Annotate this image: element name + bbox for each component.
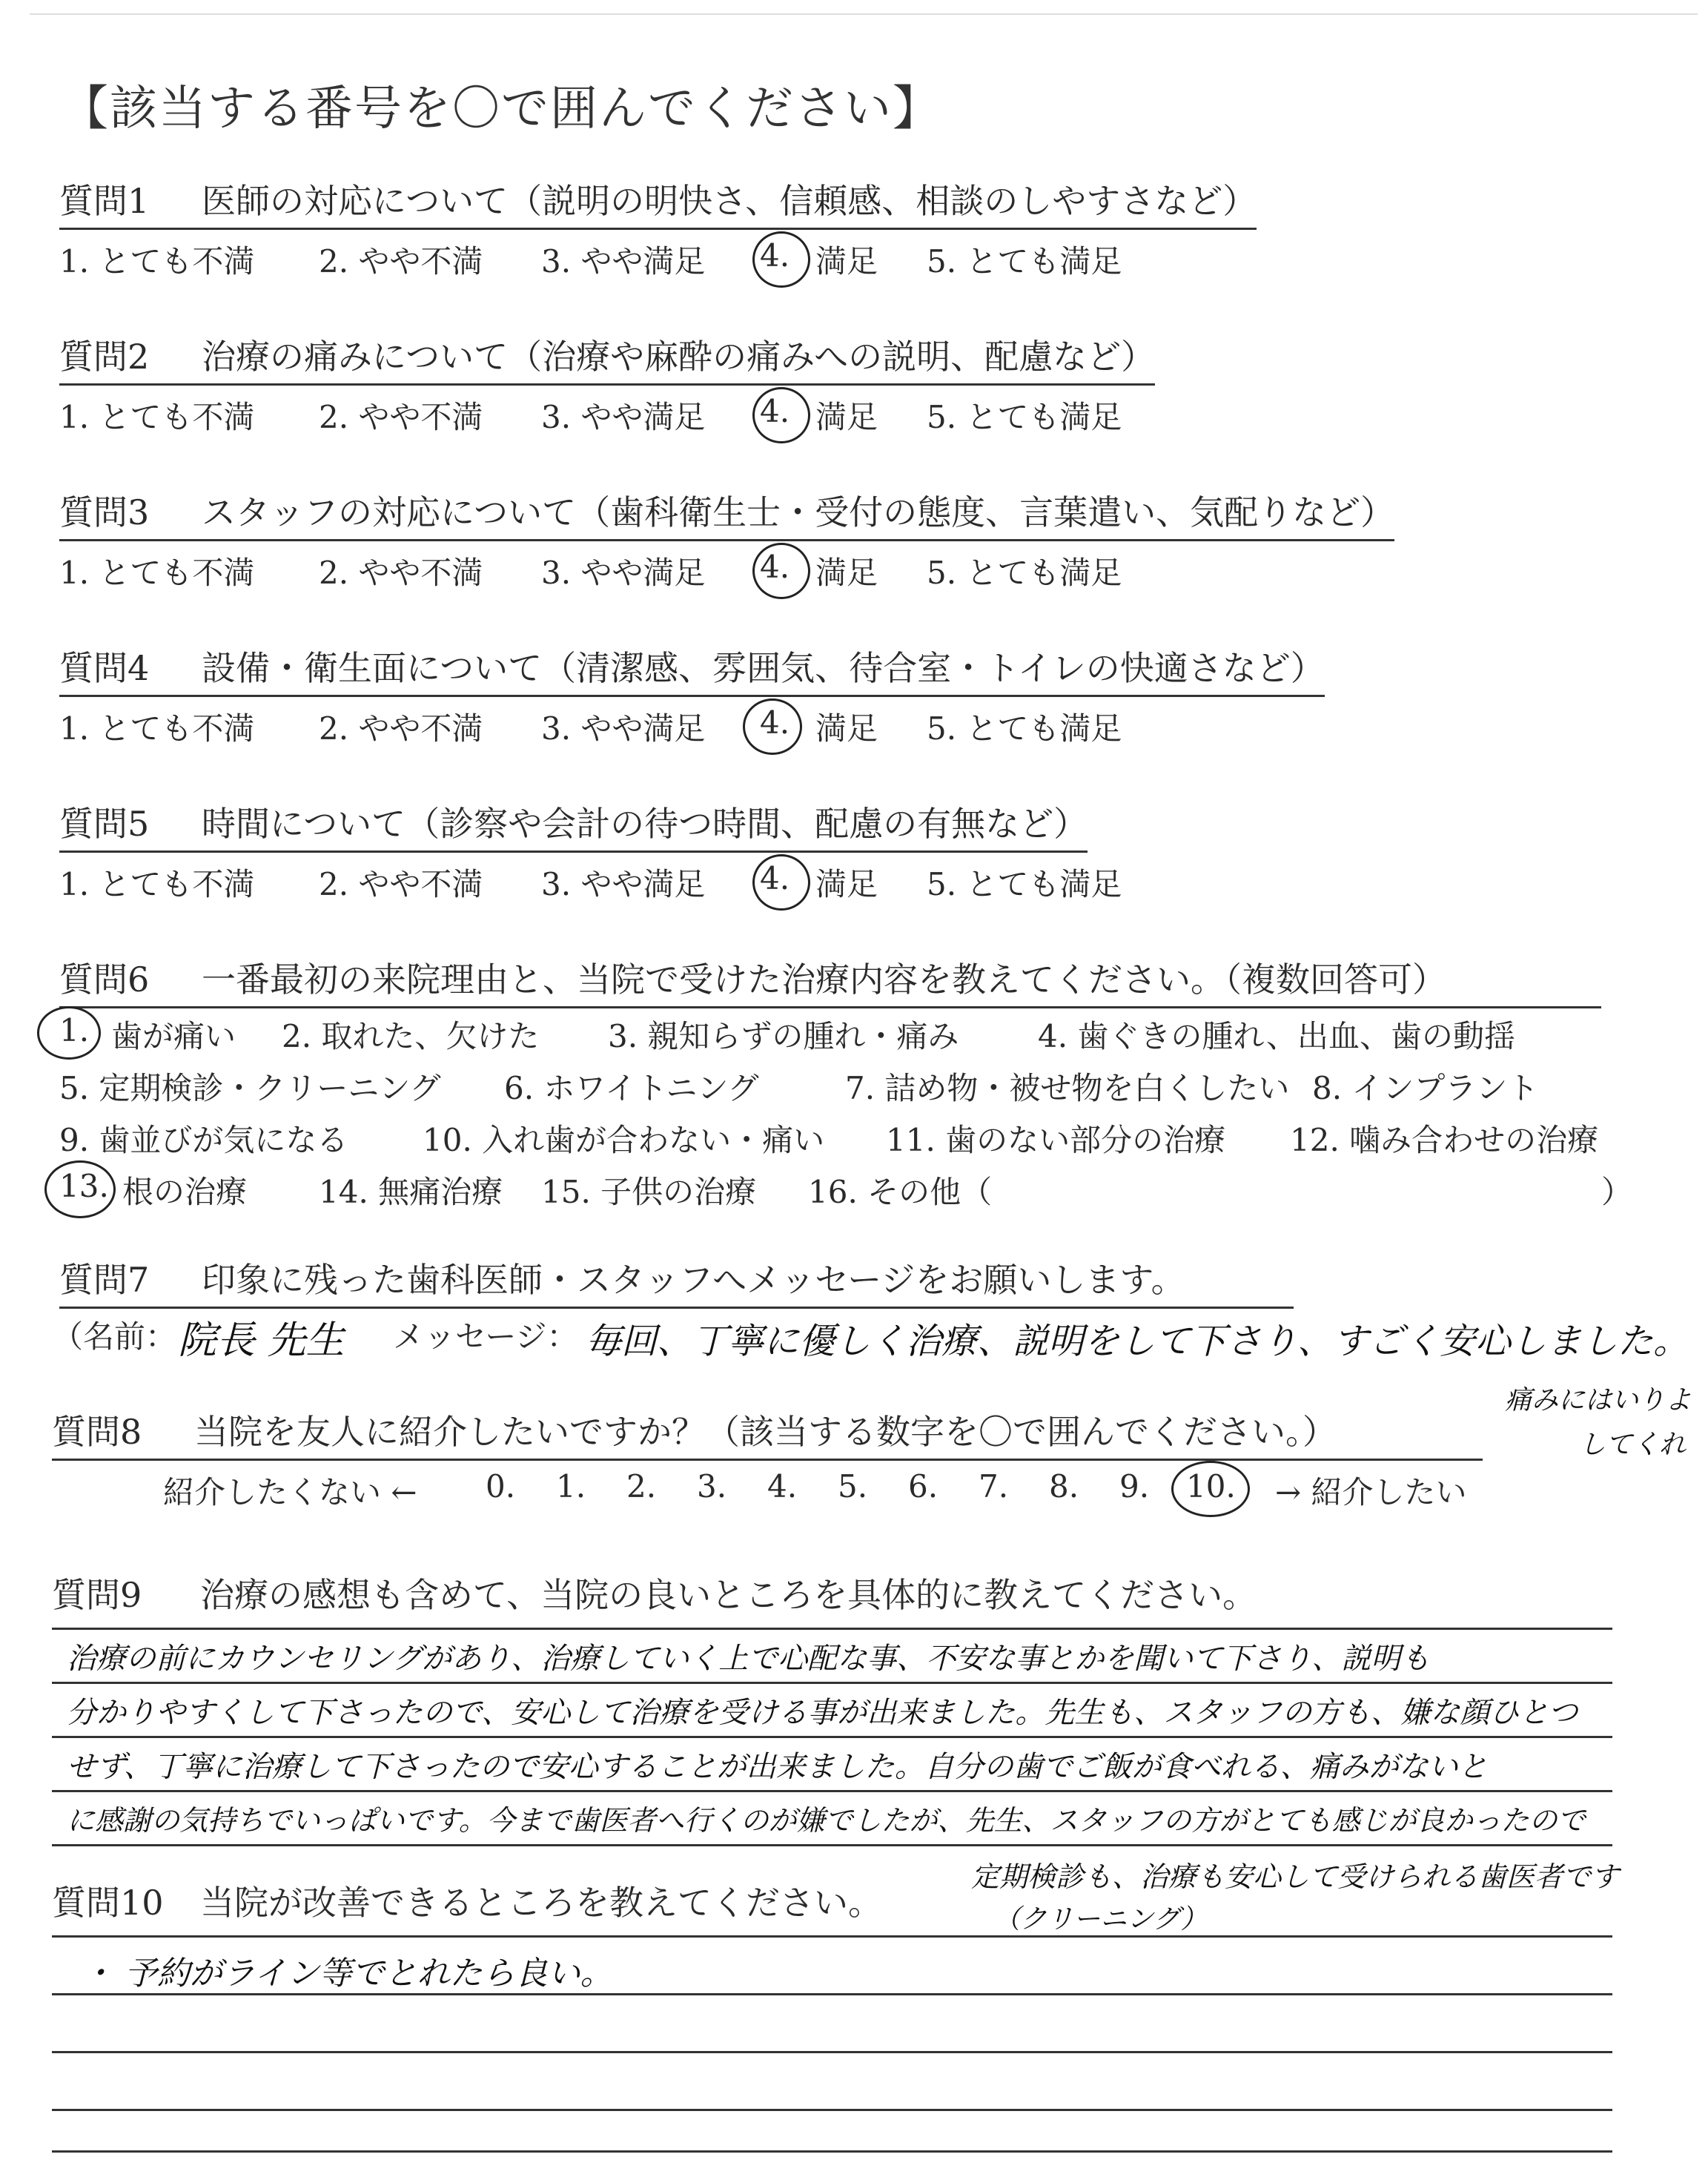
q10-answer[interactable]: ・ 予約がライン等でとれたら良い。 [82,1955,613,1992]
option-2[interactable]: 2. やや不満 [319,866,483,902]
option-8[interactable]: 8. インプラント [1312,1070,1539,1106]
question-9 [52,1568,1257,1617]
option-4[interactable]: 4. [760,704,790,741]
option-4[interactable]: 4. [760,860,790,896]
option-3[interactable]: 3. 親知らずの腫れ・痛み [608,1018,959,1054]
option-6[interactable]: 6. ホワイトニング [504,1070,759,1106]
question-number: 質問5 [59,804,150,844]
q7-message-label: メッセージ： [393,1318,578,1355]
question-4 [59,641,1325,747]
option-3[interactable]: 3. やや満足 [541,710,706,747]
question-1 [59,174,1257,280]
option-1[interactable]: 1. とても不満 [59,555,255,591]
question-3 [59,486,1395,591]
question-number: 質問6 [59,960,150,1000]
question-number: 質問7 [59,1260,150,1300]
option-1[interactable]: 1. とても不満 [59,399,255,435]
option-1[interactable]: 1. とても不満 [59,243,255,280]
question-number: 質問1 [59,181,150,221]
scale-7[interactable]: 7. [979,1468,1009,1505]
option-3[interactable]: 3. やや満足 [541,866,706,902]
q9-answer-line-3[interactable]: せず、丁寧に治療して下さったので安心することが出来ました。自分の歯でご飯が食べれる、痛みがないと [67,1750,1488,1784]
question-2 [59,330,1156,435]
answer-line [52,2109,1612,2111]
option-1[interactable]: 1. [59,1012,90,1048]
option-5[interactable]: 5. とても満足 [927,399,1122,435]
selected-circle [752,854,810,911]
option-2[interactable]: 2. やや不満 [319,555,483,591]
question-text: 時間について（診察や会計の待つ時間、配慮の有無など） [202,804,1088,844]
option-11[interactable]: 11. 歯のない部分の治療 [886,1122,1226,1158]
scale-5[interactable]: 5. [838,1468,868,1505]
q7-message-value[interactable]: 毎回、丁寧に優しく治療、説明をして下さり、すごく安心しました。 [586,1321,1689,1362]
option-4[interactable]: 4. [760,237,790,274]
selected-circle [743,698,802,755]
q7-name-value[interactable]: 院長 先生 [178,1318,345,1363]
q7-message-extra-2: してくれ [1579,1430,1687,1460]
question-number: 質問10 [52,1883,164,1923]
answer-line [52,1736,1612,1738]
option-12[interactable]: 12. 噛み合わせの治療 [1290,1122,1599,1158]
question-8 [52,1405,1483,1461]
question-number: 質問8 [52,1412,142,1452]
selected-circle [752,543,810,599]
option-1[interactable]: 1. とても不満 [59,866,255,902]
option-4-label: 満足 [815,243,878,280]
answer-line [52,1790,1612,1792]
top-border [30,13,1698,15]
selected-circle [44,1160,116,1218]
option-14[interactable]: 14. 無痛治療 [319,1174,503,1210]
question-6 [59,953,1601,1008]
q9-answer-extra-2: （クリーニング） [993,1904,1208,1935]
question-text: スタッフの対応について（歯科衛生士・受付の態度、言葉遣い、気配りなど） [202,492,1395,532]
scale-3[interactable]: 3. [697,1468,727,1505]
scale-2[interactable]: 2. [626,1468,657,1505]
answer-line [52,1628,1612,1630]
option-2[interactable]: 2. やや不満 [319,243,483,280]
question-text: 一番最初の来院理由と、当院で受けた治療内容を教えてください。（複数回答可） [202,960,1446,1000]
option-3[interactable]: 3. やや満足 [541,399,706,435]
question-5 [59,797,1122,902]
selected-circle [752,231,810,288]
answer-line [52,1935,1612,1938]
option-4-label: 満足 [815,710,878,747]
option-2[interactable]: 2. やや不満 [319,399,483,435]
q9-answer-line-4[interactable]: に感謝の気持ちでいっぱいです。今まで歯医者へ行くのが嫌でしたが、先生、スタッフの方がとても感じが良かったので [67,1804,1586,1837]
option-5[interactable]: 5. とても満足 [927,710,1122,747]
option-2[interactable]: 2. やや不満 [319,710,483,747]
q7-name-label: （名前： [52,1318,177,1355]
answer-line [52,1682,1612,1684]
option-1[interactable]: 1. とても不満 [59,710,255,747]
question-10 [52,1876,882,1925]
scale-6[interactable]: 6. [908,1468,939,1505]
q7-message-extra-1: 痛みにはいりよ [1505,1385,1692,1416]
option-9[interactable]: 9. 歯並びが気になる [59,1122,348,1158]
option-4[interactable]: 4. [760,549,790,585]
option-5[interactable]: 5. とても満足 [927,866,1122,902]
question-number: 質問4 [59,648,150,688]
scale-4[interactable]: 4. [767,1468,798,1505]
option-4[interactable]: 4. 歯ぐきの腫れ、出血、歯の動揺 [1038,1018,1515,1054]
scale-9[interactable]: 9. [1119,1468,1150,1505]
option-16-close: ） [1601,1174,1633,1210]
option-16[interactable]: 16. その他（ [808,1174,993,1210]
selected-circle [752,387,810,443]
question-text: 当院を友人に紹介したいですか？（該当する数字を〇で囲んでください。） [194,1412,1337,1452]
question-text: 設備・衛生面について（清潔感、雰囲気、待合室・トイレの快適さなど） [202,648,1325,688]
question-number: 質問3 [59,492,150,532]
option-5[interactable]: 5. 定期検診・クリーニング [59,1070,441,1106]
q9-answer-line-1[interactable]: 治療の前にカウンセリングがあり、治療していく上で心配な事、不安な事とかを聞いて下さり、説明も [67,1642,1431,1676]
answer-line [52,2150,1612,2153]
question-text: 当院が改善できるところを教えてください。 [200,1883,882,1923]
option-4[interactable]: 4. [760,393,790,429]
option-4-label: 満足 [815,399,878,435]
option-5[interactable]: 5. とても満足 [927,555,1122,591]
scale-1[interactable]: 1. [556,1468,586,1505]
option-3[interactable]: 3. やや満足 [541,243,706,280]
scale-right-label: → 紹介したい [1275,1474,1467,1510]
question-text: 治療の感想も含めて、当院の良いところを具体的に教えてください。 [200,1575,1257,1615]
q9-answer-line-2[interactable]: 分かりやすくして下さったので、安心して治療を受ける事が出来ました。先生も、スタッフの方も、嫌な顔ひとつ [67,1696,1578,1730]
option-4-label: 満足 [815,866,878,902]
question-7 [59,1253,1294,1309]
option-1-label: 歯が痛い [111,1018,236,1054]
page-title: 【該当する番号を〇で囲んでください】 [61,82,941,136]
scale-0[interactable]: 0. [486,1468,516,1505]
option-13[interactable]: 13. [59,1168,109,1204]
question-text: 治療の痛みについて（治療や麻酔の痛みへの説明、配慮など） [202,337,1156,377]
option-13-label: 根の治療 [122,1174,248,1210]
question-text: 医師の対応について（説明の明快さ、信頼感、相談のしやすさなど） [202,181,1257,221]
selected-circle [37,1006,101,1060]
answer-line [52,1993,1612,1995]
scale-10[interactable]: 10. [1186,1468,1236,1505]
question-text: 印象に残った歯科医師・スタッフへメッセージをお願いします。 [202,1260,1185,1300]
question-number: 質問2 [59,337,150,377]
option-3[interactable]: 3. やや満足 [541,555,706,591]
answer-line [52,1844,1612,1846]
selected-circle [1171,1461,1250,1517]
option-4-label: 満足 [815,555,878,591]
q9-answer-extra-1: 定期検診も、治療も安心して受けられる歯医者です [971,1860,1620,1893]
option-2[interactable]: 2. 取れた、欠けた [282,1018,540,1054]
scale-left-label: 紹介したくない ← [163,1474,417,1510]
option-10[interactable]: 10. 入れ歯が合わない・痛い [423,1122,825,1158]
scale-8[interactable]: 8. [1049,1468,1079,1505]
question-number: 質問9 [52,1575,142,1615]
option-5[interactable]: 5. とても満足 [927,243,1122,280]
option-7[interactable]: 7. 詰め物・被せ物を白くしたい [845,1070,1290,1106]
option-15[interactable]: 15. 子供の治療 [541,1174,757,1210]
answer-line [52,2051,1612,2053]
